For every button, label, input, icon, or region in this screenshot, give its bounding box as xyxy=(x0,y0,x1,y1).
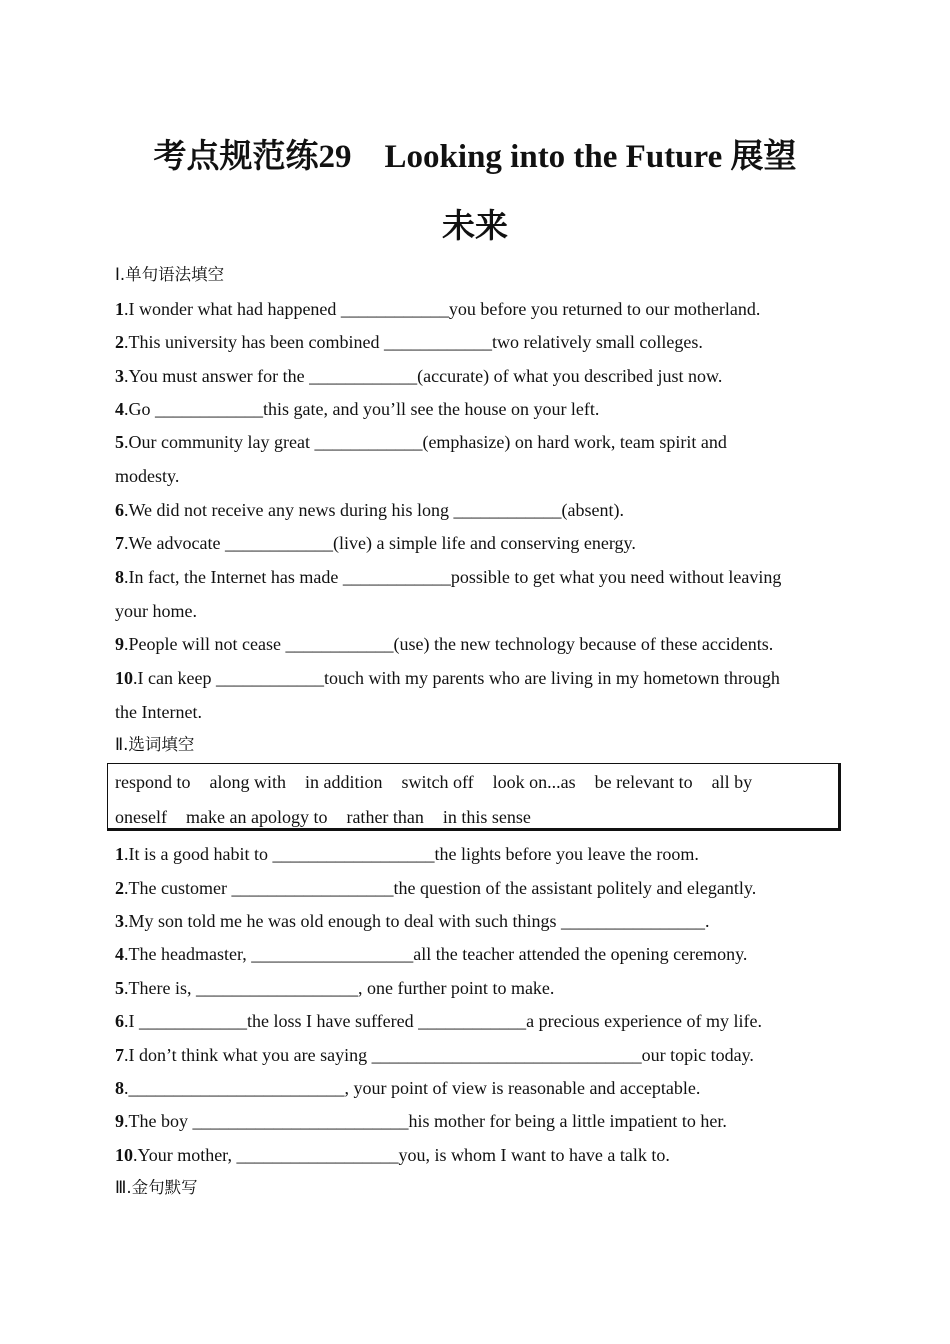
word-bank-item: switch off xyxy=(401,772,474,792)
word-bank-item: respond to xyxy=(115,772,191,792)
s1-question-4 xyxy=(115,397,840,421)
section-3-heading: Ⅲ.金句默写 xyxy=(115,1178,198,1197)
word-bank-item: in this sense xyxy=(442,807,531,827)
page-title: 考点规范练29 Looking into the Future 展望 xyxy=(153,139,797,175)
question-text: .There is, __________________, one further point to make. xyxy=(124,978,555,998)
question-text: .The headmaster, __________________all the teacher attended the opening ceremony. xyxy=(124,944,748,964)
s2-question-4 xyxy=(115,942,840,966)
s1-question-7 xyxy=(115,531,840,555)
word-bank-item: rather than xyxy=(346,807,424,827)
question-number: 4 xyxy=(115,944,124,964)
word-bank-item: oneself xyxy=(115,807,167,827)
section-2-heading: Ⅱ.选词填空 xyxy=(115,735,195,754)
question-number: 5 xyxy=(115,978,124,998)
s1-question-10 xyxy=(115,666,840,690)
question-number: 9 xyxy=(115,1111,124,1131)
question-text: .People will not cease ____________(use) the new technology because of these accidents. xyxy=(124,634,774,654)
question-number: 10 xyxy=(115,1145,133,1165)
s2-question-7 xyxy=(115,1043,840,1067)
question-number: 7 xyxy=(115,533,124,553)
question-text: .This university has been combined ____________two relatively small colleges. xyxy=(124,332,703,352)
s1-question-1 xyxy=(115,297,840,321)
question-number: 1 xyxy=(115,844,124,864)
word-bank-item: look on...as xyxy=(492,772,576,792)
question-number: 3 xyxy=(115,911,124,931)
question-text: .You must answer for the ____________(accurate) of what you described just now. xyxy=(124,366,723,386)
s1-question-10-cont: the Internet. xyxy=(115,702,202,722)
question-text: .Our community lay great ____________(emphasize) on hard work, team spirit and xyxy=(124,432,727,452)
question-number: 2 xyxy=(115,878,124,898)
s1-question-2 xyxy=(115,330,840,354)
question-text: .I wonder what had happened ____________you before you returned to our motherland. xyxy=(124,299,761,319)
word-bank-row-1 xyxy=(115,770,771,794)
word-bank-item: be relevant to xyxy=(594,772,693,792)
question-number: 7 xyxy=(115,1045,124,1065)
question-number: 3 xyxy=(115,366,124,386)
s1-question-3 xyxy=(115,364,840,388)
question-text: .We did not receive any news during his long ____________(absent). xyxy=(124,500,624,520)
word-bank-item: make an apology to xyxy=(185,807,328,827)
s1-question-6 xyxy=(115,498,840,522)
question-number: 9 xyxy=(115,634,124,654)
question-number: 6 xyxy=(115,1011,124,1031)
question-number: 4 xyxy=(115,399,124,419)
question-text: .I ____________the loss I have suffered ____________a precious experience of my life. xyxy=(124,1011,762,1031)
question-number: 1 xyxy=(115,299,124,319)
word-bank-item: along with xyxy=(209,772,286,792)
question-text: .________________________, your point of view is reasonable and acceptable. xyxy=(124,1078,701,1098)
question-number: 5 xyxy=(115,432,124,452)
s2-question-8 xyxy=(115,1076,840,1100)
question-text: .We advocate ____________(live) a simple life and conserving energy. xyxy=(124,533,636,553)
s1-question-8 xyxy=(115,565,840,589)
s2-question-9 xyxy=(115,1109,840,1133)
question-text: .Your mother, __________________you, is whom I want to have a talk to. xyxy=(133,1145,670,1165)
question-text: .I can keep ____________touch with my parents who are living in my hometown through xyxy=(133,668,780,688)
question-text: .The boy ________________________his mother for being a little impatient to her. xyxy=(124,1111,727,1131)
page-title-continued: 未来 xyxy=(442,209,508,245)
s1-question-5 xyxy=(115,430,840,454)
s2-question-5 xyxy=(115,976,840,1000)
question-number: 2 xyxy=(115,332,124,352)
question-text: .In fact, the Internet has made ____________possible to get what you need without leaving xyxy=(124,567,782,587)
question-number: 8 xyxy=(115,1078,124,1098)
s2-question-1 xyxy=(115,842,840,866)
s2-question-3 xyxy=(115,909,840,933)
question-text: .The customer __________________the question of the assistant politely and elegantly. xyxy=(124,878,757,898)
s2-question-10 xyxy=(115,1143,840,1167)
word-bank-item: in addition xyxy=(305,772,383,792)
s1-question-8-cont: your home. xyxy=(115,601,197,621)
question-number: 8 xyxy=(115,567,124,587)
question-number: 10 xyxy=(115,668,133,688)
s2-question-6 xyxy=(115,1009,840,1033)
question-text: .Go ____________this gate, and you’ll see the house on your left. xyxy=(124,399,600,419)
question-text: .It is a good habit to __________________the lights before you leave the room. xyxy=(124,844,699,864)
question-number: 6 xyxy=(115,500,124,520)
s1-question-9 xyxy=(115,632,840,656)
question-text: .I don’t think what you are saying ______________________________our topic today. xyxy=(124,1045,754,1065)
word-bank-row-2 xyxy=(115,805,550,829)
section-1-heading: Ⅰ.单句语法填空 xyxy=(115,265,225,284)
word-bank-item: all by xyxy=(711,772,753,792)
s2-question-2 xyxy=(115,876,840,900)
question-text: .My son told me he was old enough to deal with such things ________________. xyxy=(124,911,710,931)
s1-question-5-cont: modesty. xyxy=(115,466,180,486)
